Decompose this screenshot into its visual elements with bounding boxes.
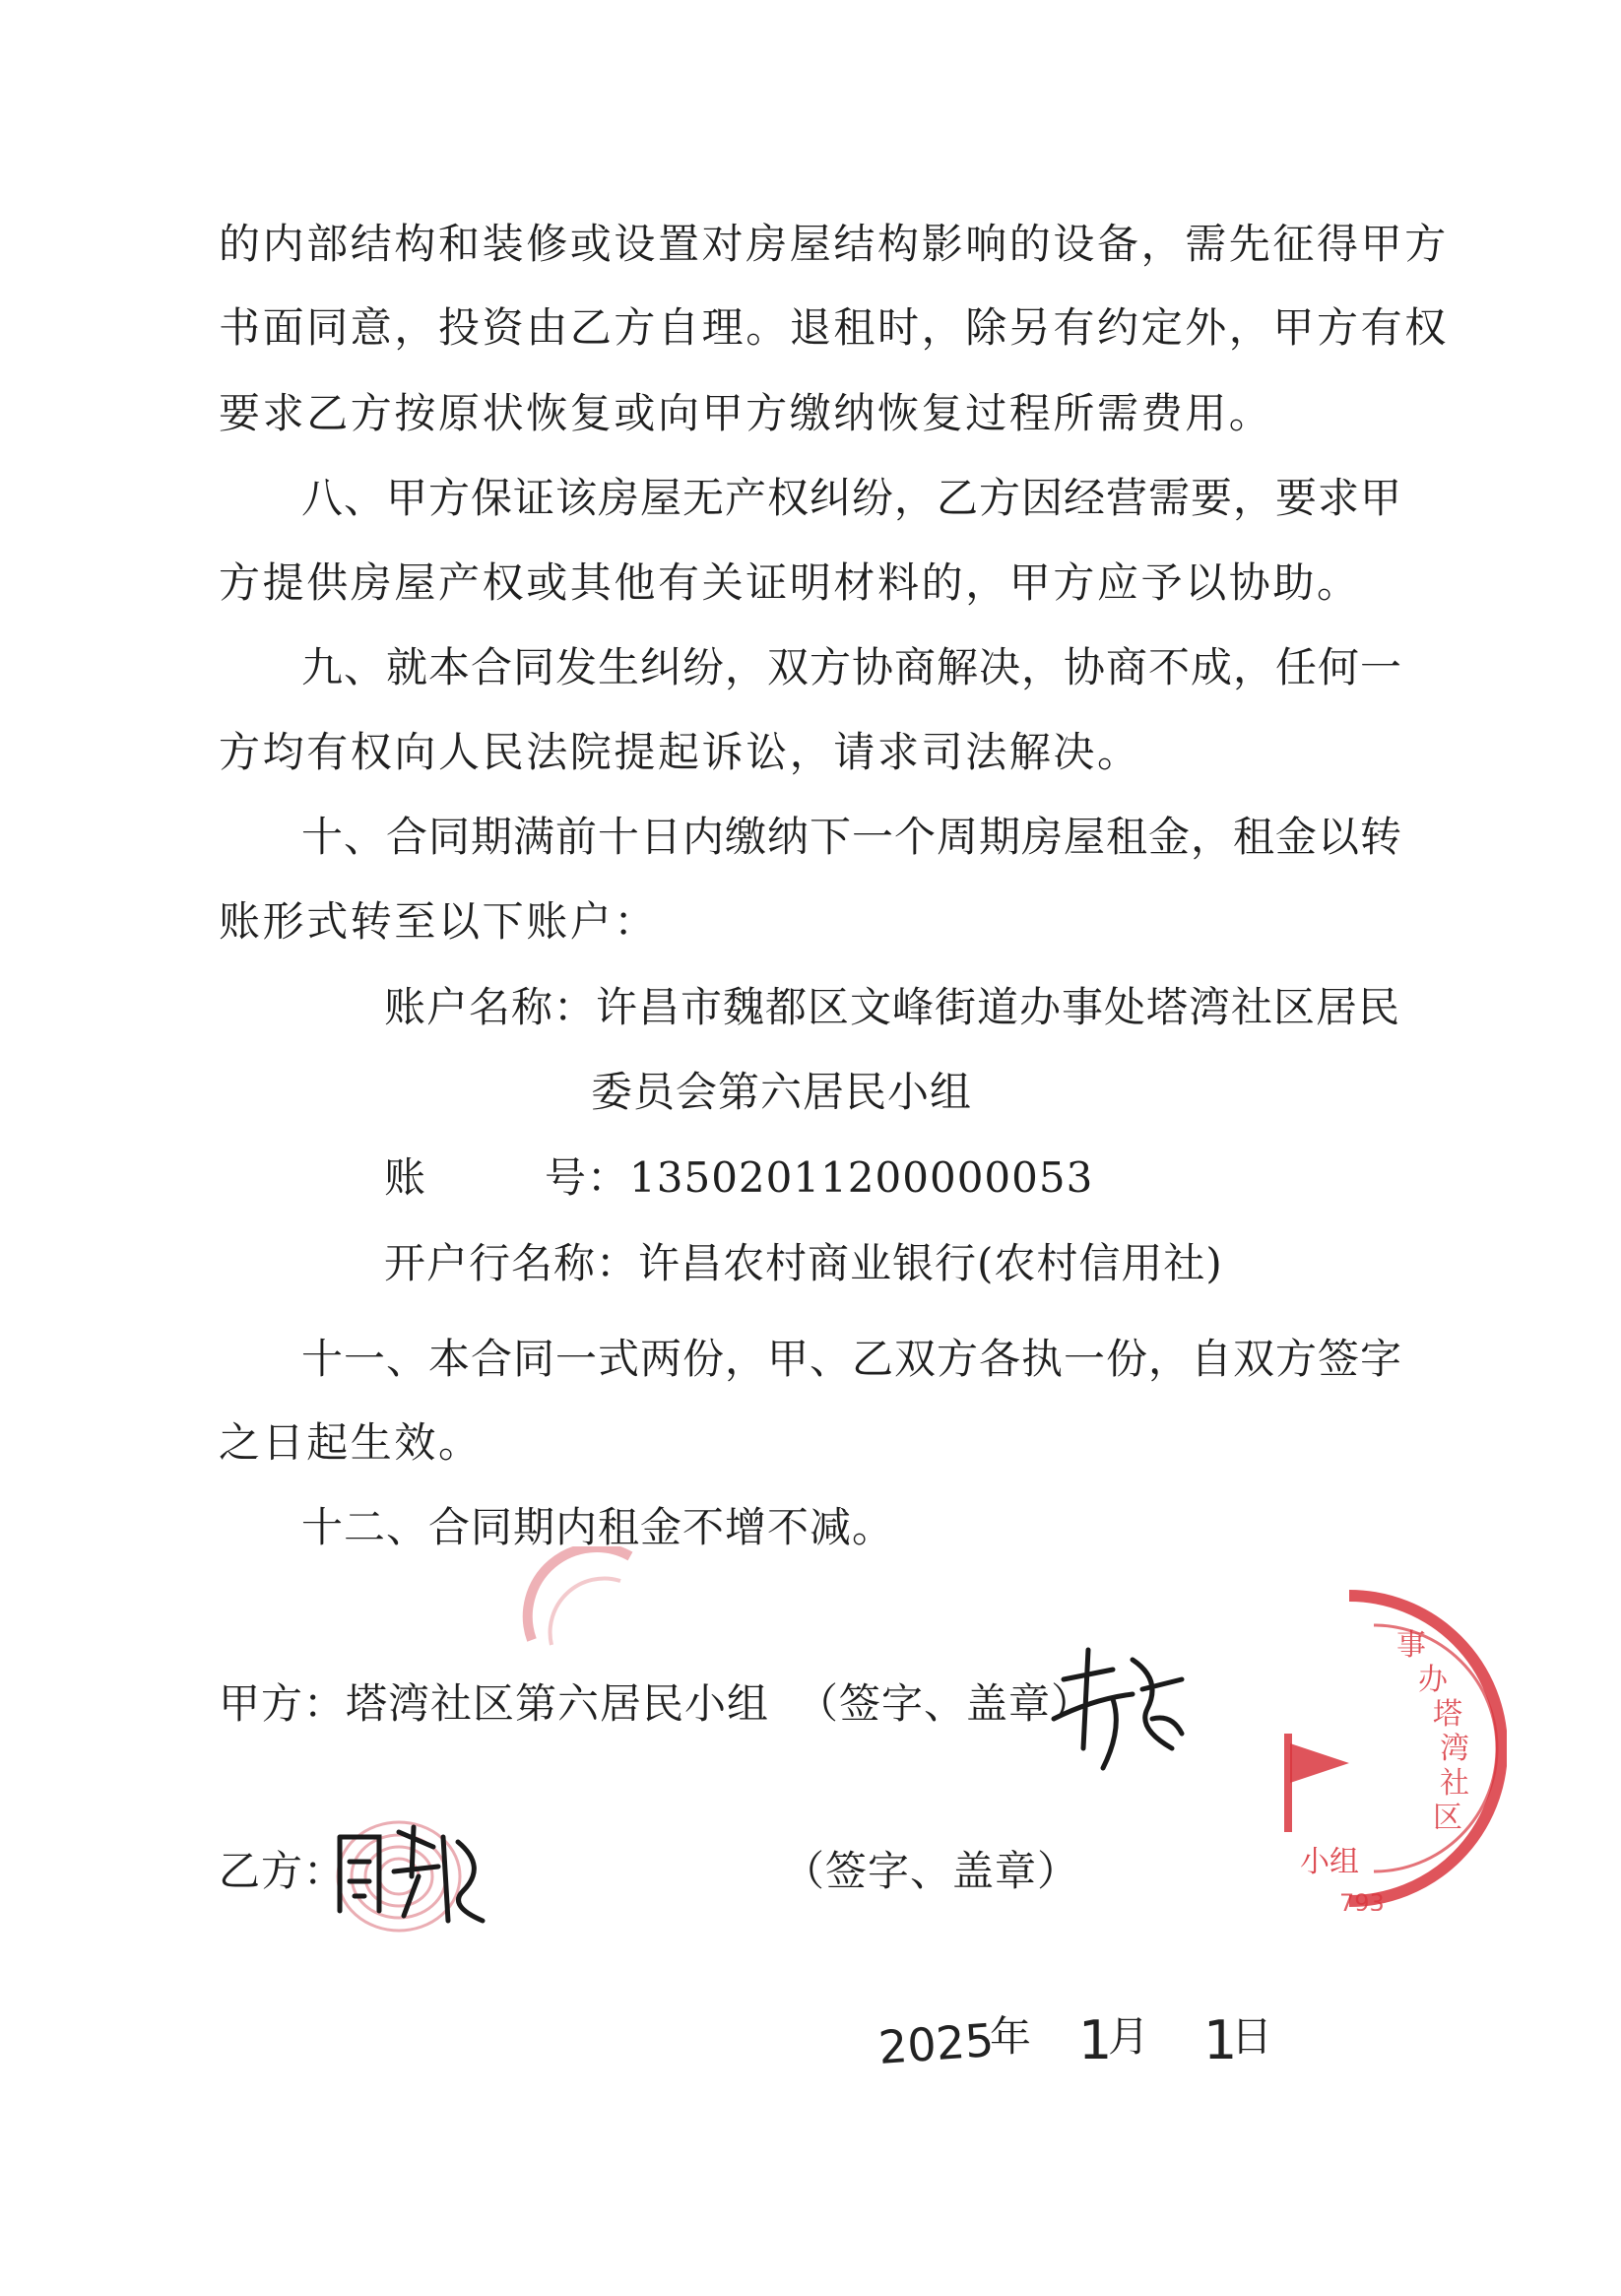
clause-11-line1: 十一、本合同一式两份，甲、乙双方各执一份，自双方签字 — [301, 1335, 1403, 1383]
date-day-unit: 日 — [1231, 2012, 1274, 2061]
account-number-label-2: 号： — [545, 1153, 630, 1202]
p1-line2: 书面同意，投资由乙方自理。退租时，除另有约定外，甲方有权 — [219, 303, 1449, 352]
party-a-signature — [1044, 1640, 1192, 1778]
account-name-row — [384, 980, 1400, 1035]
party-b-note: （签字、盖章） — [783, 1847, 1080, 1895]
bank-label: 开户行名称： — [384, 1239, 639, 1287]
svg-text:湾: 湾 — [1440, 1732, 1469, 1766]
p1-line1: 的内部结构和装修或设置对房屋结构影响的设备，需先征得甲方 — [219, 220, 1449, 268]
account-number: 13502011200000053 — [629, 1153, 1094, 1202]
account-name-label: 账户名称： — [384, 983, 597, 1031]
official-seal — [1270, 1586, 1507, 1911]
clause-8-line2: 方提供房屋产权或其他有关证明材料的，甲方应予以协助。 — [219, 558, 1361, 607]
clause-12-line1: 十二、合同期内租金不增不减。 — [301, 1503, 895, 1551]
p1-line3: 要求乙方按原状恢复或向甲方缴纳恢复过程所需费用。 — [219, 389, 1273, 437]
svg-text:办: 办 — [1418, 1663, 1448, 1697]
account-number-label-1: 账 — [384, 1153, 427, 1202]
svg-text:社: 社 — [1440, 1766, 1469, 1801]
seal-text: 小组 — [1300, 1845, 1359, 1879]
partial-stamp-mark — [512, 1546, 650, 1655]
party-a-label: 甲方：塔湾社区第六居民小组 — [219, 1679, 770, 1728]
account-name-line1: 许昌市魏都区文峰街道办事处塔湾社区居民 — [596, 983, 1401, 1031]
svg-text:塔: 塔 — [1433, 1697, 1462, 1732]
seal-number: 793 — [1339, 1889, 1385, 1911]
svg-text:事: 事 — [1396, 1628, 1426, 1663]
party-a-note: （签字、盖章） — [797, 1679, 1094, 1728]
date-day: 1 — [1203, 2009, 1238, 2071]
clause-9-line1: 九、就本合同发生纠纷，双方协商解决，协商不成，任何一 — [301, 643, 1403, 691]
clause-8-line1: 八、甲方保证该房屋无产权纠纷，乙方因经营需要，要求甲 — [301, 474, 1403, 522]
bank-row — [384, 1236, 1223, 1291]
clause-10-line2: 账形式转至以下账户： — [219, 897, 659, 946]
party-b-signature — [325, 1817, 492, 1935]
date-month: 1 — [1078, 2009, 1113, 2071]
account-number-row — [384, 1150, 1093, 1206]
account-name-line2: 委员会第六居民小组 — [591, 1068, 973, 1116]
party-b-label: 乙方： — [219, 1847, 347, 1895]
bank-name: 许昌农村商业银行(农村信用社) — [638, 1239, 1223, 1287]
clause-11-line2: 之日起生效。 — [219, 1418, 483, 1467]
clause-9-line2: 方均有权向人民法院提起诉讼，请求司法解决。 — [219, 728, 1141, 776]
date-year-unit: 年 — [990, 2012, 1033, 2061]
party-a-row — [219, 1676, 1093, 1732]
date-year: 2025 — [876, 2012, 996, 2075]
clause-10-line1: 十、合同期满前十日内缴纳下一个周期房屋租金，租金以转 — [301, 813, 1403, 861]
svg-text:区: 区 — [1433, 1801, 1462, 1835]
date-month-unit: 月 — [1108, 2012, 1151, 2061]
